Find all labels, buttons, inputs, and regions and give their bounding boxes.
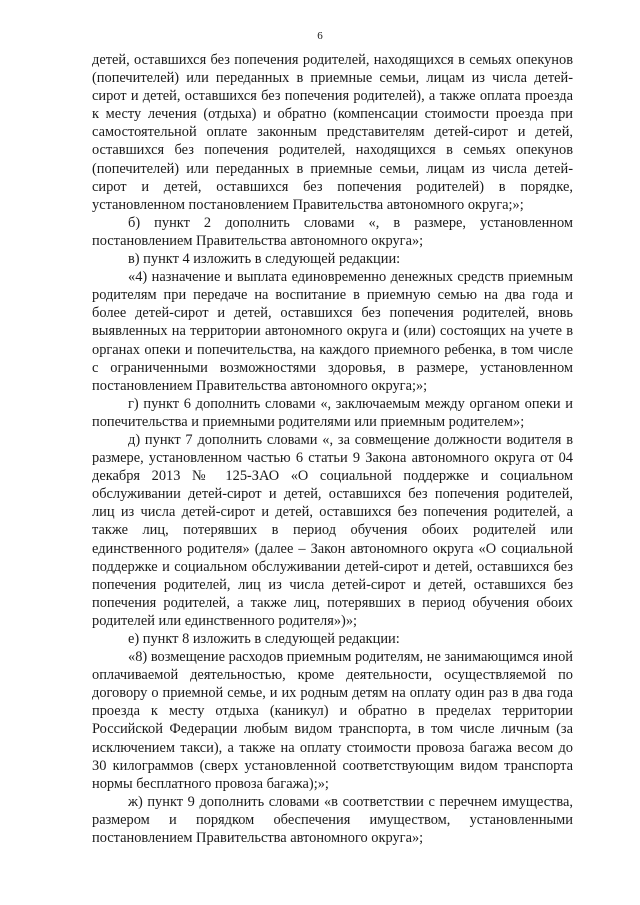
page-number: 6 <box>317 30 323 42</box>
document-body <box>92 51 573 847</box>
paragraph-item-e: е) пункт 8 изложить в следующей редакции: <box>128 631 400 647</box>
paragraph-item-d: д) пункт 7 дополнить словами «, за совмещение должности водителя в размере, установленном частью 6 статьи 9 Закона автономного округа от 04 декабря 2013 № 125-ЗАО «О социальной поддержке и социальном обслуживании детей-сирот и детей, оставшихся без попечения родителей, лиц из числа детей-сирот и детей, оставшихся без попечения родителей, а также лиц, потерявших в период обучения обоих родителей или единственного родителя» (далее – Закон автономного округа «О социальной поддержке и социальном обслуживании детей-сирот и детей, оставшихся без попечения родителей, лиц из числа детей-сирот и детей, оставшихся без попечения родителей, а также лиц, потерявших в период обучения обоих родителей или единственного родителя»)»; <box>92 431 573 629</box>
paragraph-item-zh: ж) пункт 9 дополнить словами «в соответствии с перечнем имущества, размером и порядком обеспечения имуществом, установленными постановлением Правительства автономного округа»; <box>92 793 573 847</box>
paragraph-item-b: б) пункт 2 дополнить словами «, в размере, установленном постановлением Правительства автономного округа»; <box>92 214 573 249</box>
paragraph-continuation: детей, оставшихся без попечения родителей, находящихся в семьях опекунов (попечителей) или переданных в приемные семьи, лицам из числа детей-сирот и детей, оставшихся без попечения родителей), а также оплата проезда к месту лечения (отдыха) и обратно (компенсации стоимости проезда при самостоятельной оплате законным представителям детей-сирот и детей, оставшихся без попечения родителей, находящихся в семьях опекунов (попечителей) или переданных в приемные семьи, лицам из числа детей-сирот и детей, оставшихся без попечения родителей) в порядке, установленном постановлением Правительства автономного округа;»; <box>92 52 573 213</box>
paragraph-clause-8: «8) возмещение расходов приемным родителям, не занимающимся иной оплачиваемой деятельностью, кроме деятельности, осуществляемой по договору о приемной семье, и их родным детям на оплату один раз в два года проезда к месту отдыха (каникул) и обратно в пределах территории Российской Федерации любым видом транспорта, в том числе личным (за исключением такси), а также на оплату стоимости провоза багажа весом до 30 килограммов (сверх установленной соответствующим видом транспорта нормы бесплатного провоза багажа);»; <box>92 649 573 792</box>
paragraph-item-g: г) пункт 6 дополнить словами «, заключаемым между органом опеки и попечительства и приемными родителями или приемным родителем»; <box>92 395 573 430</box>
paragraph-item-v: в) пункт 4 изложить в следующей редакции: <box>128 251 401 268</box>
paragraph-clause-4: «4) назначение и выплата единовременно денежных средств приемным родителям при передаче на воспитание в приемную семью на два года и более детей-сирот и детей, оставшихся без попечения родителей, вновь выявленных на территории автономного округа и (или) состоящих на учете в органах опеки и попечительства, на каждого приемного ребенка, в том числе с ограниченными возможностями здоровья, в размере, установленном постановлением Правительства автономного округа;»; <box>92 269 573 394</box>
